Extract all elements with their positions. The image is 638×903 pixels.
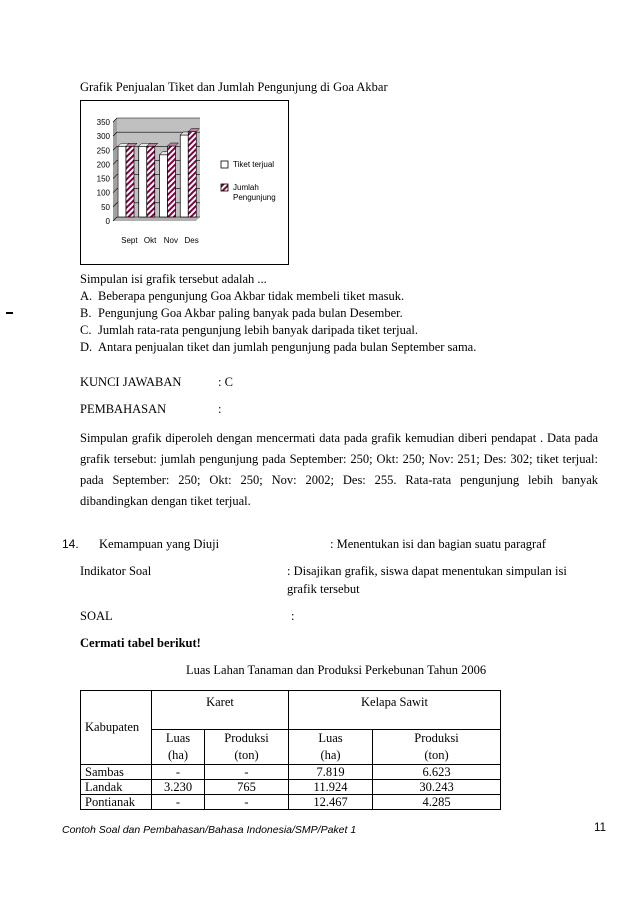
x-tick-label: Nov	[163, 236, 178, 245]
data-table	[80, 690, 501, 810]
subheader-produksi-unit: (ton)	[424, 748, 449, 762]
option-d	[80, 340, 476, 355]
legend-label-tiket: Tiket terjual	[233, 160, 275, 169]
pembahasan	[80, 402, 221, 417]
option-c	[80, 323, 418, 338]
indikator-value-2: grafik tersebut	[287, 582, 360, 596]
subheader-produksi: Produksi	[224, 731, 269, 745]
option-letter: D.	[80, 340, 93, 354]
cell-sawit-produksi: 6.623	[373, 765, 501, 780]
option-letter: B.	[80, 306, 92, 320]
footer-text: Contoh Soal dan Pembahasan/Bahasa Indonesia/SMP/Paket 1	[62, 824, 357, 836]
x-tick-label: Des	[184, 236, 199, 245]
soal-value: :	[291, 609, 295, 623]
kunci-jawaban	[80, 375, 233, 390]
cell-sawit-luas: 7.819	[289, 765, 373, 780]
x-tick-label: Sept	[121, 236, 138, 245]
option-letter: C.	[80, 323, 92, 337]
subheader-luas-unit: (ha)	[167, 748, 189, 762]
cell-karet-luas: 3.230	[152, 780, 205, 795]
kemampuan-label: Kemampuan yang Diuji	[99, 537, 220, 551]
header-kelapa-sawit: Kelapa Sawit	[289, 691, 501, 730]
kemampuan-value: : Menentukan isi dan bagian suatu paragraf	[330, 537, 546, 551]
indikator-label: Indikator Soal	[80, 564, 152, 578]
pembahasan-value: :	[218, 402, 222, 416]
bar-chart	[80, 100, 290, 265]
option-text: Beberapa pengunjung Goa Akbar tidak membeli tiket masuk.	[98, 289, 405, 303]
table-row	[81, 765, 501, 780]
header-karet: Karet	[152, 691, 289, 730]
cell-karet-produksi: -	[205, 765, 289, 780]
option-letter: A.	[80, 289, 93, 303]
subheader-produksi-unit: (ton)	[234, 748, 259, 762]
plot-floor	[113, 217, 200, 221]
cell-kabupaten: Landak	[81, 780, 152, 795]
legend-swatch-pengunjung	[221, 184, 228, 191]
pembahasan-text: Simpulan grafik diperoleh dengan mencermati data pada grafik kemudian diberi pendapat . Data pada grafik tersebut: jumlah pengunjung pada September: 250; Okt: 250; Nov: 251; Des: 302; tiket terjual: pada September: 250; Okt: 250; Nov: 2002; Des: 255. Rata-rata pengunjung lebih banyak dibandingkan dengan tiket terjual.	[80, 431, 598, 508]
option-text: Antara penjualan tiket dan jumlah pengunjung pada bulan September sama.	[98, 340, 477, 354]
bar-tiket-terjual	[118, 146, 126, 217]
cell-sawit-produksi: 30.243	[373, 780, 501, 795]
subheader-sawit-luas	[289, 730, 373, 765]
soal-label: SOAL	[80, 609, 113, 623]
subheader-sawit-produksi	[373, 730, 501, 765]
chart-title: Grafik Penjualan Tiket dan Jumlah Pengunjung di Goa Akbar	[80, 80, 388, 94]
page-number: 11	[594, 822, 606, 834]
bar-jumlah-pengunjung	[147, 146, 155, 217]
subheader-luas: Luas	[318, 731, 343, 745]
legend-label-pengunjung-1: Jumlah	[233, 183, 259, 192]
bar-jumlah-pengunjung	[188, 132, 196, 217]
question-number: 14.	[62, 537, 79, 551]
y-tick-label: 0	[105, 217, 110, 226]
table-title: Luas Lahan Tanaman dan Produksi Perkebunan Tahun 2006	[186, 663, 487, 677]
bar-tiket-terjual	[160, 155, 168, 217]
bar-jumlah-pengunjung	[126, 146, 134, 217]
table-row	[81, 780, 501, 795]
instruction: Cermati tabel berikut!	[80, 636, 201, 650]
subheader-karet-luas	[152, 730, 205, 765]
cell-karet-produksi: 765	[205, 780, 289, 795]
cell-sawit-luas: 12.467	[289, 795, 373, 810]
cell-kabupaten: Sambas	[81, 765, 152, 780]
y-tick-label: 200	[96, 160, 110, 170]
legend-swatch-tiket	[221, 161, 228, 168]
option-text: Pengunjung Goa Akbar paling banyak pada bulan Desember.	[98, 306, 403, 320]
subheader-karet-produksi	[205, 730, 289, 765]
bar-tiket-terjual	[180, 135, 188, 217]
indikator-value-1: : Disajikan grafik, siswa dapat menentukan simpulan isi	[287, 564, 567, 578]
y-tick-label: 150	[96, 174, 110, 184]
cell-karet-produksi: -	[205, 795, 289, 810]
cell-karet-luas: -	[152, 765, 205, 780]
plot-side-wall	[113, 118, 117, 221]
bar-tiket-terjual	[139, 146, 147, 217]
option-text: Jumlah rata-rata pengunjung lebih banyak daripada tiket terjual.	[98, 323, 419, 337]
subheader-produksi: Produksi	[414, 731, 459, 745]
legend-label-pengunjung-2: Pengunjung	[233, 193, 276, 202]
cell-sawit-luas: 11.924	[289, 780, 373, 795]
y-tick-label: 100	[96, 188, 110, 198]
kunci-value: : C	[218, 375, 233, 389]
cell-sawit-produksi: 4.285	[373, 795, 501, 810]
cell-karet-luas: -	[152, 795, 205, 810]
cell-kabupaten: Pontianak	[81, 795, 152, 810]
header-kabupaten: Kabupaten	[81, 691, 152, 765]
margin-mark	[6, 312, 13, 314]
y-tick-label: 250	[96, 146, 110, 156]
y-tick-label: 300	[96, 132, 110, 142]
pembahasan-label: PEMBAHASAN	[80, 402, 167, 416]
option-b	[80, 306, 403, 321]
y-tick-label: 50	[101, 202, 110, 212]
y-tick-label: 350	[96, 118, 110, 127]
bar-jumlah-pengunjung	[168, 146, 176, 217]
option-a	[80, 289, 404, 304]
x-tick-label: Okt	[143, 236, 157, 245]
subheader-luas: Luas	[165, 731, 191, 745]
question-stem: Simpulan isi grafik tersebut adalah ...	[80, 272, 267, 286]
kunci-label: KUNCI JAWABAN	[80, 375, 182, 389]
subheader-luas-unit: (ha)	[320, 748, 341, 762]
table-row	[81, 795, 501, 810]
